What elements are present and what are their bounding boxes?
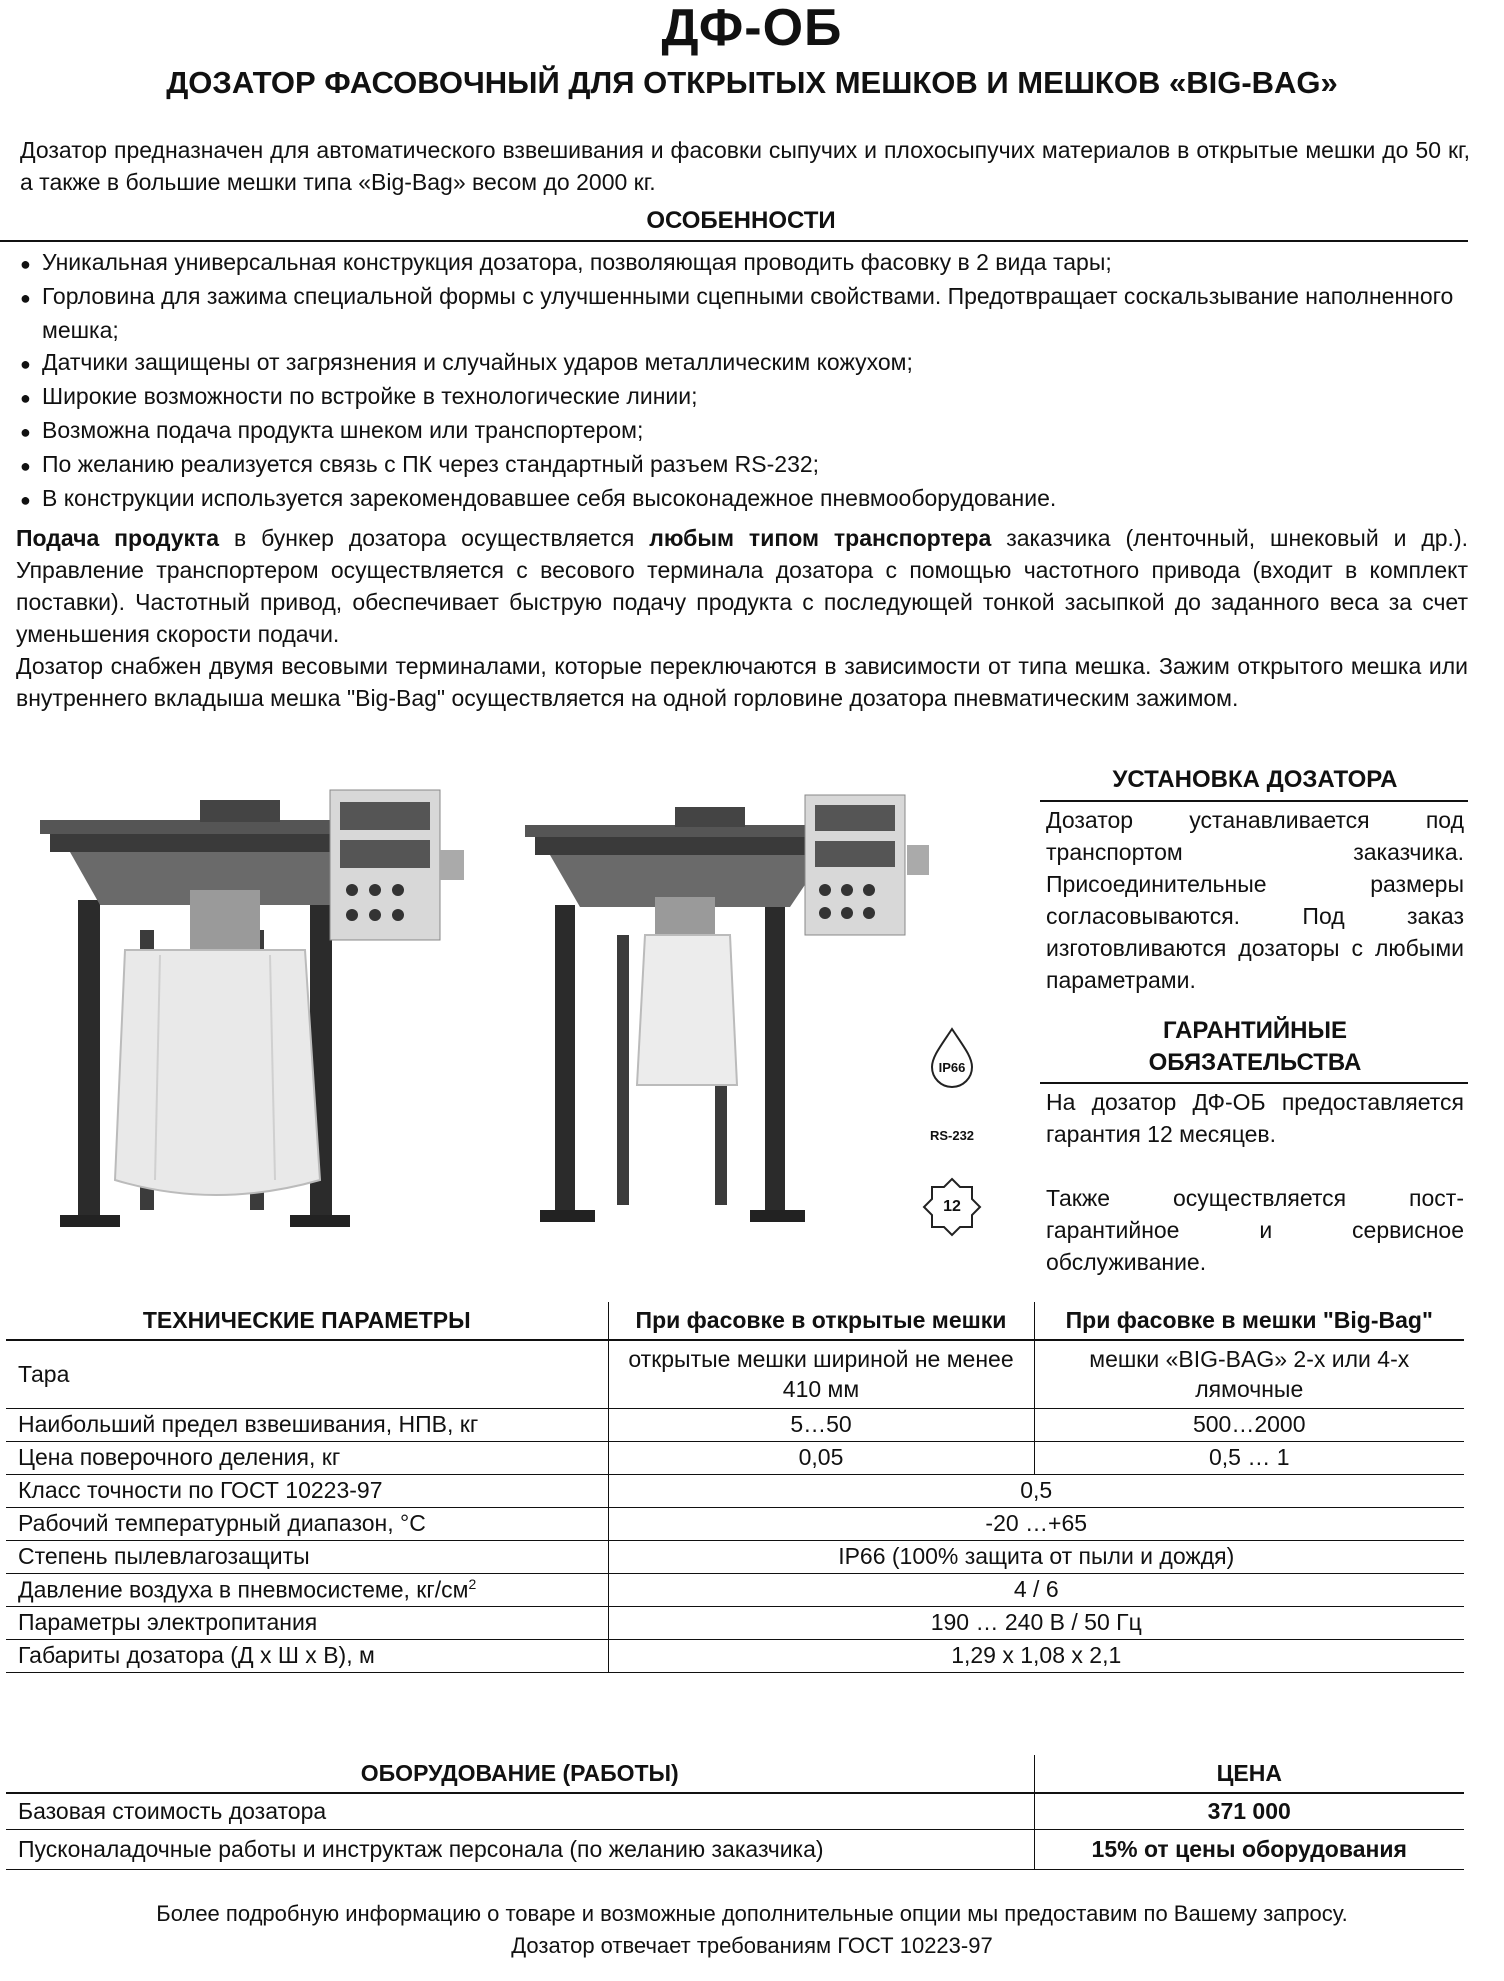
list-item: ● Горловина для зажима специальной формы с улучшенными сцепными свойствами. Предотвращает соскальзывание наполненного мешка; xyxy=(20,280,1460,346)
open-bag-dozer-photo xyxy=(525,785,945,1245)
table-row xyxy=(6,1408,1464,1441)
list-item: ● Датчики защищены от загрязнения и случайных ударов металлическим кожухом; xyxy=(20,346,1460,380)
features-list xyxy=(20,246,1460,516)
spec-bigbag-value: мешки «BIG-BAG» 2-х или 4-х лямочные xyxy=(1034,1340,1464,1408)
spec-superscript: 2 xyxy=(468,1575,477,1592)
supply-text-2: заказчика (ленточный, шнековый и др.). Управление транспортером осуществляется с весового терминала дозатора с помощью частотного привода (входит в комплект поставки). Частотный привод, обеспечивает быструю подачу продукта с последующей тонкой засыпкой до заданного веса за счет уменьшения скорости подачи. xyxy=(16,525,1468,647)
spec-bigbag-value: 500…2000 xyxy=(1034,1408,1464,1441)
spec-open-value: открытые мешки шириной не менее 410 мм xyxy=(608,1340,1034,1408)
supply-bold-1: Подача продукта xyxy=(16,525,220,551)
spec-shared-value: 4 / 6 xyxy=(608,1573,1464,1606)
spec-shared-value: IP66 (100% защита от пыли и дождя) xyxy=(608,1540,1464,1573)
warranty-text-1: На дозатор ДФ-ОБ предоставляется гарантия 12 месяцев. xyxy=(1046,1089,1464,1147)
footer-line-1: Более подробную информацию о товаре и возможные дополнительные опции мы предоставим по Вашему запросу. xyxy=(156,1901,1348,1926)
spec-shared-value: 1,29 х 1,08 х 2,1 xyxy=(608,1639,1464,1672)
spec-label: Цена поверочного деления, кг xyxy=(6,1441,608,1474)
price-header-price: ЦЕНА xyxy=(1034,1755,1464,1793)
spec-open-value: 5…50 xyxy=(608,1408,1034,1441)
spec-header-param: ТЕХНИЧЕСКИЕ ПАРАМЕТРЫ xyxy=(6,1302,608,1340)
list-item: ● Возможна подача продукта шнеком или транспортером; xyxy=(20,414,1460,448)
price-value: 371 000 xyxy=(1034,1793,1464,1829)
spec-table xyxy=(6,1302,1464,1673)
warranty-heading-line1: ГАРАНТИЙНЫЕ xyxy=(1163,1017,1347,1044)
spec-label: Наибольший предел взвешивания, НПВ, кг xyxy=(6,1408,608,1441)
spec-label: Габариты дозатора (Д х Ш х В), м xyxy=(6,1639,608,1672)
price-header-item: ОБОРУДОВАНИЕ (РАБОТЫ) xyxy=(6,1755,1034,1793)
install-text: Дозатор устанавливается под транспортом заказчика. Присоединительные размеры согласовываются. Под заказ изготовливаются дозаторы с любыми параметрами. xyxy=(1046,807,1464,993)
table-row xyxy=(6,1829,1464,1869)
supply-bold-2: любым типом транспортера xyxy=(649,525,992,551)
spec-label-cell xyxy=(6,1573,608,1606)
warranty-heading xyxy=(1046,1015,1464,1079)
footer-line-2: Дозатор отвечает требованиям ГОСТ 10223-97 xyxy=(511,1933,993,1958)
drop-icon xyxy=(920,1025,984,1089)
ip66-label: IP66 xyxy=(938,1059,966,1075)
spec-label: Тара xyxy=(6,1340,608,1408)
list-item: ● Уникальная универсальная конструкция дозатора, позволяющая проводить фасовку в 2 вида тары; xyxy=(20,246,1460,280)
spec-open-value: 0,05 xyxy=(608,1441,1034,1474)
features-heading: ОСОБЕННОСТИ xyxy=(646,207,836,234)
spec-label: Класс точности по ГОСТ 10223-97 xyxy=(6,1474,608,1507)
list-item: ● По желанию реализуется связь с ПК через стандартный разъем RS-232; xyxy=(20,448,1460,482)
spec-label: Рабочий температурный диапазон, °С xyxy=(6,1507,608,1540)
supply-text-1: в бункер дозатора осуществляется xyxy=(219,525,650,551)
warranty-heading-line2: ОБЯЗАТЕЛЬСТВА xyxy=(1148,1049,1362,1076)
spec-label: Параметры электропитания xyxy=(6,1606,608,1639)
warranty-12-label: 12 xyxy=(943,1198,961,1215)
install-rule xyxy=(1040,800,1468,802)
spec-header-bigbag: При фасовке в мешки "Big-Bag" xyxy=(1034,1302,1464,1340)
spec-label: Давление воздуха в пневмосистеме, кг/см xyxy=(18,1576,469,1603)
big-bag-dozer-photo xyxy=(40,780,470,1250)
table-row xyxy=(6,1606,1464,1639)
rs232-label: RS-232 xyxy=(929,1127,975,1143)
price-item: Базовая стоимость дозатора xyxy=(6,1793,1034,1829)
table-header-row xyxy=(6,1302,1464,1340)
price-item: Пусконаладочные работы и инструктаж персонала (по желанию заказчика) xyxy=(6,1829,1034,1869)
price-value: 15% от цены оборудования xyxy=(1034,1829,1464,1869)
spec-header-open: При фасовке в открытые мешки xyxy=(608,1302,1034,1340)
page-subtitle: ДОЗАТОР ФАСОВОЧНЫЙ ДЛЯ ОТКРЫТЫХ МЕШКОВ И МЕШКОВ «BIG-BAG» xyxy=(166,65,1338,100)
page-title: ДФ-ОБ xyxy=(661,0,843,57)
table-row xyxy=(6,1441,1464,1474)
table-row xyxy=(6,1507,1464,1540)
spec-shared-value: -20 …+65 xyxy=(608,1507,1464,1540)
list-item: ● В конструкции используется зарекомендовавшее себя высоконадежное пневмооборудование. xyxy=(20,482,1460,516)
warranty-12-icon xyxy=(920,1175,984,1239)
rs232-icon xyxy=(920,1103,984,1167)
install-heading: УСТАНОВКА ДОЗАТОРА xyxy=(1112,766,1398,793)
features-rule xyxy=(0,240,1468,242)
table-row xyxy=(6,1793,1464,1829)
supply-paragraph xyxy=(16,522,1468,650)
terminals-paragraph: Дозатор снабжен двумя весовыми терминалами, которые переключаются в зависимости от типа мешка. Зажим открытого мешка или внутреннего вкладыша мешка "Big-Bag" осуществляется на одной горловине дозатора пневматическим зажимом. xyxy=(16,653,1468,711)
warranty-rule xyxy=(1040,1082,1468,1084)
table-header-row xyxy=(6,1755,1464,1793)
table-row xyxy=(6,1540,1464,1573)
spec-shared-value: 0,5 xyxy=(608,1474,1464,1507)
price-table xyxy=(6,1755,1464,1870)
spec-bigbag-value: 0,5 … 1 xyxy=(1034,1441,1464,1474)
spec-shared-value: 190 … 240 В / 50 Гц xyxy=(608,1606,1464,1639)
table-row xyxy=(6,1573,1464,1606)
list-item: ● Широкие возможности по встройке в технологические линии; xyxy=(20,380,1460,414)
ip66-icon xyxy=(920,1025,984,1089)
warranty-text-2: Также осуществляется пост-гарантийное и сервисное обслуживание. xyxy=(1046,1185,1464,1275)
spec-label: Степень пылевлагозащиты xyxy=(6,1540,608,1573)
intro-paragraph: Дозатор предназначен для автоматического взвешивания и фасовки сыпучих и плохосыпучих материалов в открытые мешки до 50 кг, а также в большие мешки типа «Big-Bag» весом до 2000 кг. xyxy=(20,137,1470,195)
table-row xyxy=(6,1474,1464,1507)
table-row xyxy=(6,1639,1464,1672)
table-row xyxy=(6,1340,1464,1408)
